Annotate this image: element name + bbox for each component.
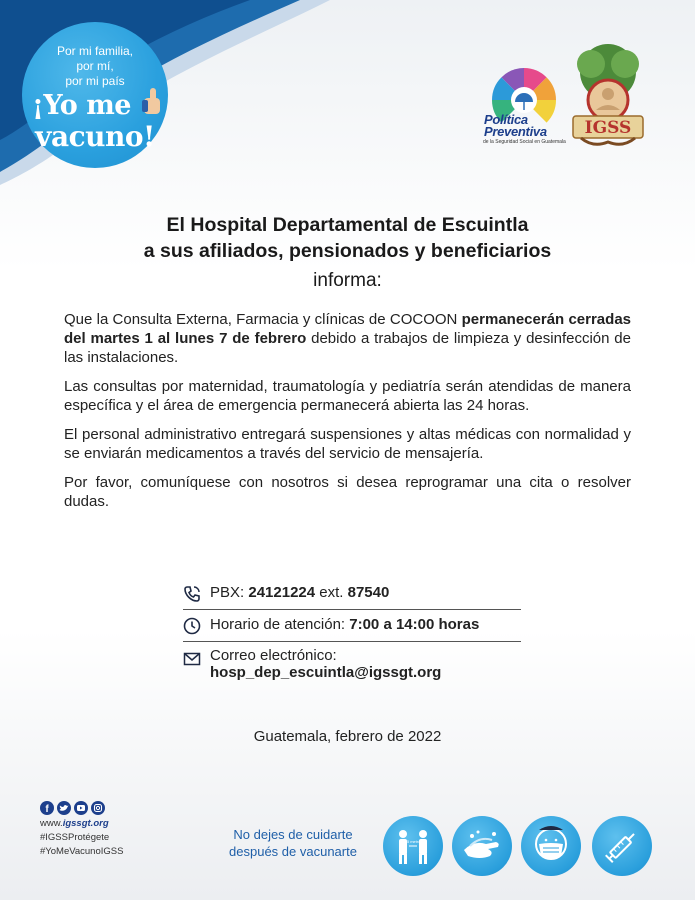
announcement-body [64, 310, 631, 521]
social-distance-icon [383, 816, 443, 876]
thumbs-up-icon [140, 86, 164, 116]
social-icons [40, 800, 110, 816]
preventiva-logo-text: Preventiva [484, 124, 547, 139]
phone-icon [183, 585, 201, 603]
paragraph-administrative: El personal administrativo entregará suspensiones y altas médicas con normalidad y se enviarán medicamentos a través del servicio de mensajería. [64, 426, 631, 462]
email-link[interactable]: hosp_dep_escuintla@igssgt.org [210, 664, 442, 681]
informa-subtitle: informa: [313, 270, 382, 291]
envelope-icon [183, 650, 201, 668]
syringe-icon [592, 816, 652, 876]
paragraph-contact-request: Por favor, comuníquese con nosotros si desea reprogramar una cita o resolver dudas. [64, 474, 631, 510]
paragraph-closure: Que la Consulta Externa, Farmacia y clínicas de COCOON permanecerán cerradas del martes 1 al lunes 7 de febrero debido a trabajos de limpieza y desinfección de las instalaciones. [64, 311, 632, 366]
website-link[interactable]: www.igssgt.org [40, 818, 109, 829]
facebook-icon[interactable] [40, 801, 54, 815]
vaccine-campaign-badge [22, 22, 168, 168]
pbx-extension: 87540 [347, 584, 390, 601]
twitter-icon[interactable] [57, 801, 71, 815]
face-mask-icon [521, 816, 581, 876]
youtube-icon[interactable] [74, 801, 88, 815]
divider [183, 609, 521, 610]
pbx-number: 24121224 [248, 584, 316, 601]
hours-value: 7:00 a 14:00 horas [349, 616, 480, 633]
paragraph-specialties: Las consultas por maternidad, traumatología y pediatría serán atendidas de manera específica y el área de emergencia permanecerá abierta las 24 horas. [64, 378, 631, 414]
hashtag-protegete: #IGSSProtégete [40, 832, 110, 843]
badge-title-line1: ¡Yo me [32, 90, 131, 121]
distance-label: 1.5 metros [403, 839, 423, 844]
care-reminder: No dejes de cuidarte después de vacunarte [229, 827, 357, 859]
hashtag-yomevacuno: #YoMeVacunoIGSS [40, 846, 124, 857]
politica-logo-subtitle: de la Seguridad Social en Guatemala [483, 139, 566, 145]
svg-text:IGSS: IGSS [584, 118, 632, 138]
igss-logo [563, 42, 653, 150]
divider [183, 641, 521, 642]
svg-text:f: f [45, 804, 49, 815]
politica-logo-text: Política [484, 112, 528, 127]
hand-washing-icon [452, 816, 512, 876]
badge-title-line2: vacuno! [35, 120, 155, 153]
badge-slogan: Por mi familia, por mí, por mi país [56, 44, 133, 88]
clock-icon [183, 617, 201, 635]
page-title: El Hospital Departamental de Escuintla a sus afiliados, pensionados y beneficiarios [143, 214, 552, 262]
instagram-icon[interactable] [91, 801, 105, 815]
document-date: Guatemala, febrero de 2022 [253, 728, 442, 745]
